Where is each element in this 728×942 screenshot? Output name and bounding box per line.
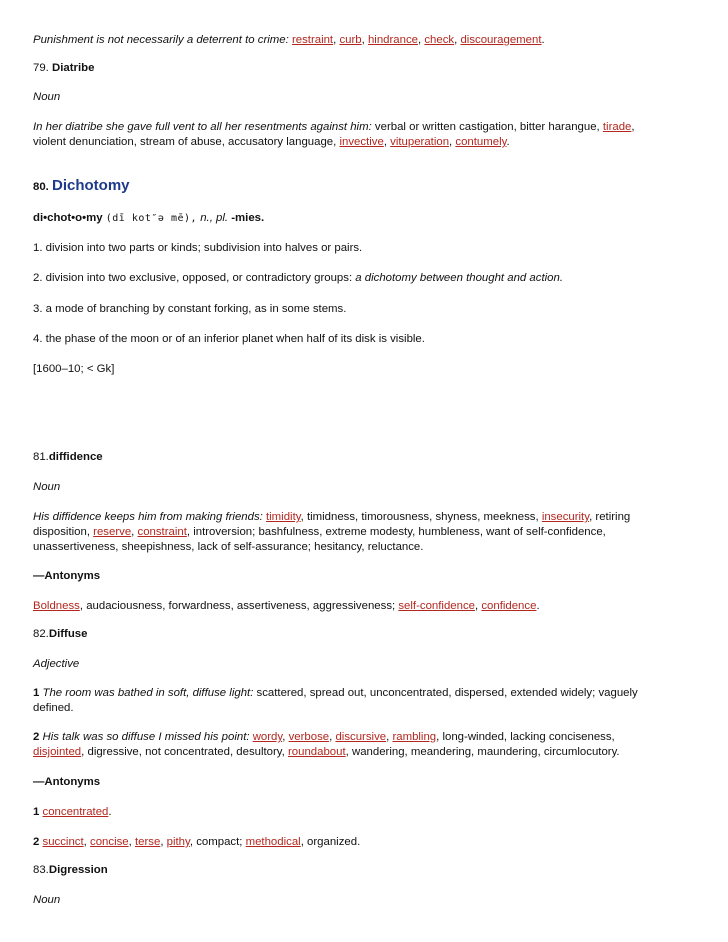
entry-81-definition: His diffidence keeps him from making friends: timidity, timidness, timorousness, shyness, meekness, insecurity, retiring disposition, reserve, constraint, introversion; bashfulness, extreme modesty, humbleness, want of self-confidence, unassertiveness, sheepishness, lack of self-assurance; hesitancy, reluctance. xyxy=(33,511,631,553)
entry-number: 80. xyxy=(33,181,49,193)
synonym-link-curb[interactable]: curb xyxy=(339,34,362,46)
antonym-link-boldness[interactable]: Boldness xyxy=(33,600,80,612)
synonym-link-vituperation[interactable]: vituperation xyxy=(390,136,450,148)
antonym-link-concise[interactable]: concise xyxy=(90,836,129,848)
entry-81-pos: Noun xyxy=(33,481,61,493)
entry-79-pos: Noun xyxy=(33,91,61,103)
entry-80-headword-line: di•chot•o•my (dī kot″ə mē), n., pl. -mies. xyxy=(33,212,265,224)
entry-word: diffidence xyxy=(48,451,103,463)
entry-79-definition: In her diatribe she gave full vent to all her resentments against him: verbal or written castigation, bitter harangue, tirade, violent denunciation, stream of abuse, accusatory language, invective, vituperation, contumely. xyxy=(33,121,635,148)
synonym-link-restraint[interactable]: restraint xyxy=(291,34,334,46)
synonym-link-invective[interactable]: invective xyxy=(339,136,384,148)
synonym-link-disjointed[interactable]: disjointed xyxy=(33,746,82,758)
entry-78-example: Punishment is not necessarily a deterrent to crime: xyxy=(33,34,289,46)
pronunciation: (dī kot″ə mē), xyxy=(105,213,198,224)
synonym-link-contumely[interactable]: contumely xyxy=(455,136,507,148)
entry-78-example-line: Punishment is not necessarily a deterrent to crime: restraint, curb, hindrance, check, discouragement. xyxy=(33,34,545,46)
headword: di•chot•o•my xyxy=(33,212,103,224)
entry-82-antonym-1: 1 concentrated. xyxy=(33,806,112,818)
entry-83-pos: Noun xyxy=(33,894,61,906)
synonym-link-wordy[interactable]: wordy xyxy=(252,731,283,743)
antonym-link-confidence[interactable]: confidence xyxy=(481,600,537,612)
synonym-link-discouragement[interactable]: discouragement xyxy=(460,34,542,46)
entry-82-sense-2: 2 His talk was so diffuse I missed his point: wordy, verbose, discursive, rambling, long-winded, lacking conciseness, disjointed, digressive, not concentrated, desultory, roundabout, wandering, meandering, maundering, circumlocutory. xyxy=(33,731,620,758)
synonym-link-constraint[interactable]: constraint xyxy=(137,526,187,538)
antonym-link-methodical[interactable]: methodical xyxy=(245,836,301,848)
synonym-link-check[interactable]: check xyxy=(424,34,455,46)
synonym-link-roundabout[interactable]: roundabout xyxy=(288,746,346,758)
synonym-link-insecurity[interactable]: insecurity xyxy=(541,511,590,523)
synonym-link-hindrance[interactable]: hindrance xyxy=(367,34,418,46)
antonym-link-pithy[interactable]: pithy xyxy=(166,836,190,848)
antonym-link-concentrated[interactable]: concentrated xyxy=(42,806,109,818)
entry-81-example: His diffidence keeps him from making friends: xyxy=(33,511,263,523)
entry-81-antonyms: Boldness, audaciousness, forwardness, assertiveness, aggressiveness; self-confidence, confidence. xyxy=(33,600,540,612)
entry-79-example: In her diatribe she gave full vent to all her resentments against him: xyxy=(33,121,372,133)
entry-number: 79. xyxy=(33,62,49,74)
synonym-link-tirade[interactable]: tirade xyxy=(602,121,632,133)
sense-4: 4. the phase of the moon or of an inferior planet when half of its disk is visible. xyxy=(33,333,425,345)
antonym-link-self-confidence[interactable]: self-confidence xyxy=(398,600,475,612)
antonyms-heading: —Antonyms xyxy=(33,570,101,582)
entry-word: Dichotomy xyxy=(52,177,130,194)
synonym-link-rambling[interactable]: rambling xyxy=(392,731,437,743)
entry-word: Diatribe xyxy=(52,62,95,74)
entry-82-heading xyxy=(33,626,87,642)
synonym-link-verbose[interactable]: verbose xyxy=(288,731,330,743)
entry-82-sense-1: 1 The room was bathed in soft, diffuse light: scattered, spread out, unconcentrated, dispersed, extended widely; vaguely defined. xyxy=(33,687,638,714)
entry-number: 83. xyxy=(33,864,49,876)
antonym-link-terse[interactable]: terse xyxy=(134,836,161,848)
entry-82-antonym-2: 2 succinct, concise, terse, pithy, compact; methodical, organized. xyxy=(33,836,361,848)
sense-1: 1. division into two parts or kinds; subdivision into halves or pairs. xyxy=(33,242,363,254)
entry-82-pos: Adjective xyxy=(33,658,80,670)
sense-3: 3. a mode of branching by constant forking, as in some stems. xyxy=(33,303,347,315)
synonym-link-discursive[interactable]: discursive xyxy=(335,731,387,743)
etymology: [1600–10; < Gk] xyxy=(33,363,115,375)
entry-number: 81. xyxy=(33,451,49,463)
entry-number: 82. xyxy=(33,628,49,640)
antonyms-heading: —Antonyms xyxy=(33,776,101,788)
entry-word: Diffuse xyxy=(48,628,88,640)
entry-83-heading xyxy=(33,862,108,878)
synonym-link-timidity[interactable]: timidity xyxy=(265,511,301,523)
entry-word: Digression xyxy=(48,864,108,876)
synonym-link-reserve[interactable]: reserve xyxy=(93,526,132,538)
sense-2: 2. division into two exclusive, opposed, or contradictory groups: a dichotomy between thought and action. xyxy=(33,272,563,284)
entry-81-heading xyxy=(33,449,103,465)
entry-80-heading xyxy=(33,178,130,195)
antonym-link-succinct[interactable]: succinct xyxy=(42,836,84,848)
entry-79-heading xyxy=(33,60,94,76)
